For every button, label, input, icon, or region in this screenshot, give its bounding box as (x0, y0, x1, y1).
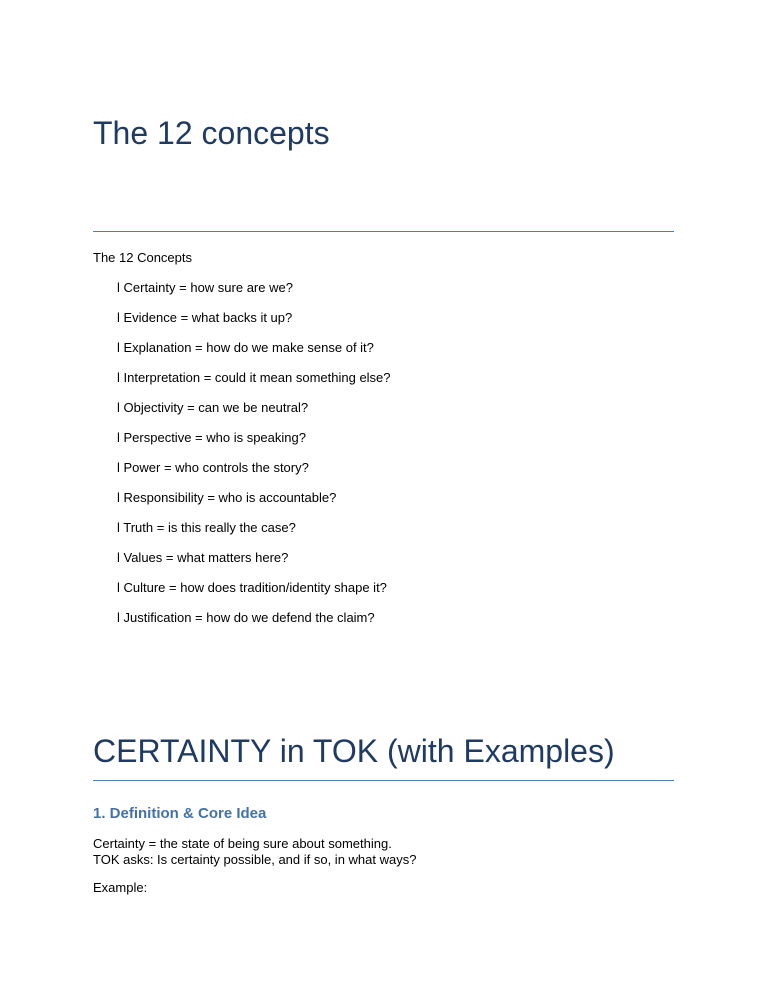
definition-heading: 1. Definition & Core Idea (93, 805, 267, 822)
concept-item-objectivity: l Objectivity = can we be neutral? (117, 400, 309, 415)
section-title-12-concepts: The 12 concepts (93, 115, 330, 151)
section-title-certainty: CERTAINTY in TOK (with Examples) (93, 733, 615, 769)
example-label: Example: (93, 880, 148, 895)
concepts-subheading: The 12 Concepts (93, 250, 193, 265)
concept-item-explanation: l Explanation = how do we make sense of it? (117, 340, 374, 355)
concept-item-justification: l Justification = how do we defend the claim? (117, 610, 375, 625)
concept-item-truth: l Truth = is this really the case? (117, 520, 296, 535)
concept-item-certainty: l Certainty = how sure are we? (117, 280, 293, 295)
concept-item-interpretation: l Interpretation = could it mean something else? (117, 370, 391, 385)
concept-item-evidence: l Evidence = what backs it up? (117, 310, 293, 325)
definition-paragraph (93, 836, 416, 868)
concept-item-values: l Values = what matters here? (117, 550, 289, 565)
concept-item-culture: l Culture = how does tradition/identity shape it? (117, 580, 387, 595)
concepts-list (117, 280, 391, 640)
tok-question-line: TOK asks: Is certainty possible, and if so, in what ways? (93, 852, 417, 867)
title-divider (93, 231, 674, 232)
title-divider (93, 780, 674, 781)
definition-line: Certainty = the state of being sure about something. (93, 836, 392, 851)
concept-item-responsibility: l Responsibility = who is accountable? (117, 490, 337, 505)
concept-item-power: l Power = who controls the story? (117, 460, 309, 475)
concept-item-perspective: l Perspective = who is speaking? (117, 430, 306, 445)
